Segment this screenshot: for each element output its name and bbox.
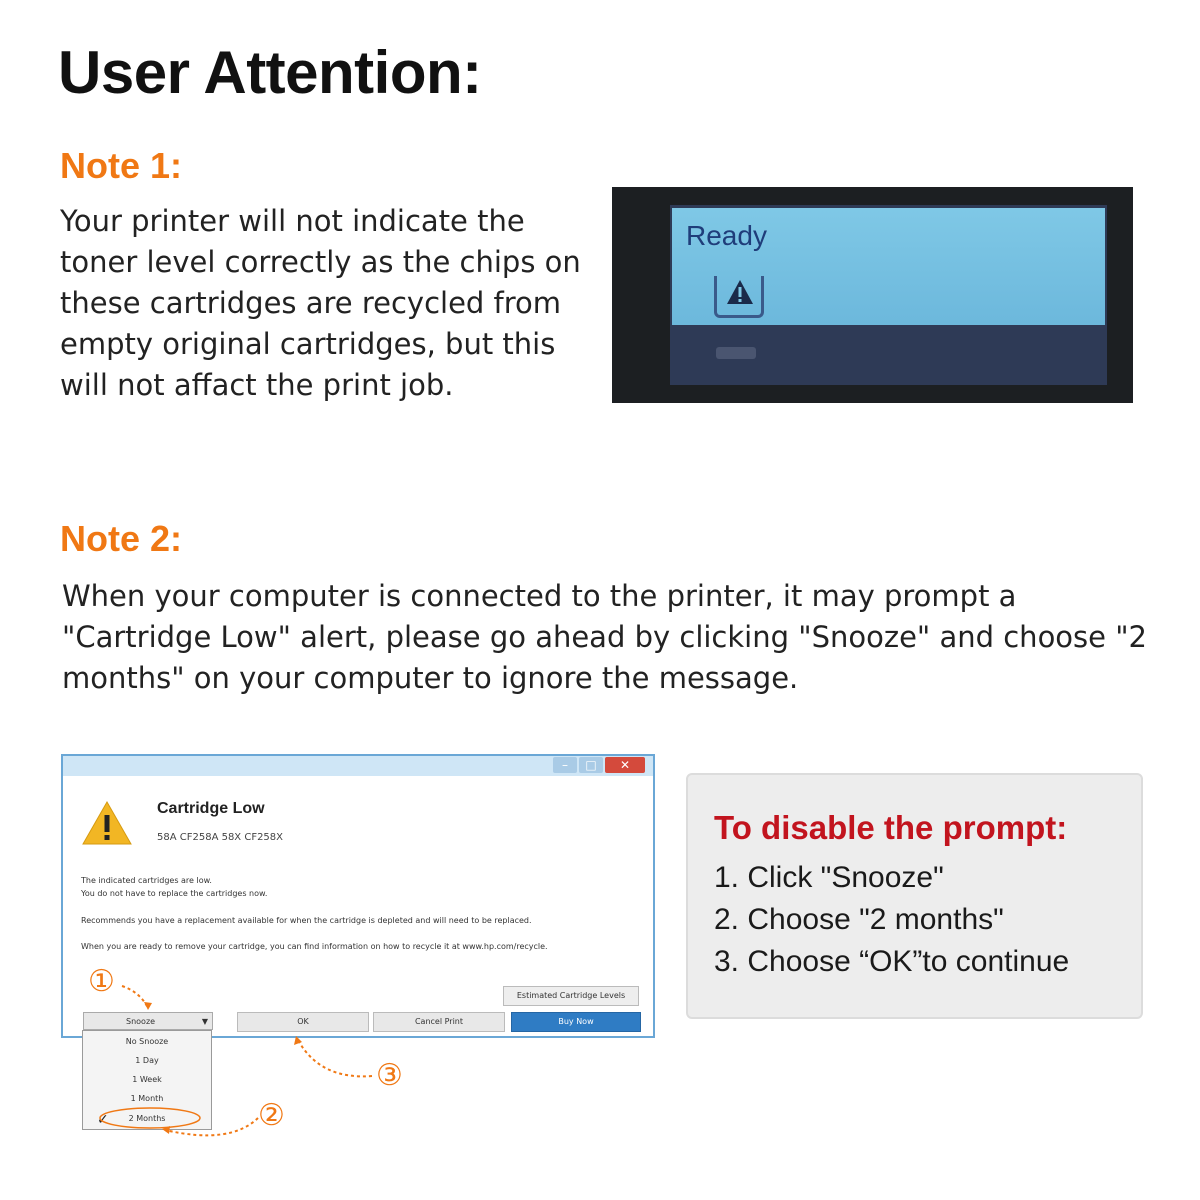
page-title: User Attention: bbox=[58, 39, 482, 106]
minimize-button[interactable]: – bbox=[553, 757, 577, 773]
callout-2: ② bbox=[258, 1098, 285, 1133]
dialog-text-line: The indicated cartridges are low. bbox=[81, 876, 212, 885]
dialog-text-line: When you are ready to remove your cartridge, you can find information on how to recycle it at www.hp.com/recycle. bbox=[81, 942, 548, 951]
prompt-step-2: 2. Choose "2 months" bbox=[714, 903, 1004, 936]
chevron-down-icon: ▼ bbox=[201, 1017, 208, 1026]
note2-body: When your computer is connected to the printer, it may prompt a "Cartridge Low" alert, please go ahead by clicking "Snooze" and choose "2 months" on your computer to ignore the message. bbox=[62, 579, 1148, 695]
callout-3: ③ bbox=[376, 1058, 403, 1093]
ok-button[interactable]: OK bbox=[237, 1012, 369, 1032]
note2-heading: Note 2: bbox=[60, 518, 183, 559]
dialog-text-line: You do not have to replace the cartridges now. bbox=[81, 889, 268, 898]
disable-prompt-instructions bbox=[686, 773, 1143, 1019]
checkmark-icon: ✓ bbox=[97, 1112, 109, 1128]
note1-heading: Note 1: bbox=[60, 145, 183, 186]
snooze-dropdown-label: Snooze bbox=[126, 1017, 156, 1026]
lcd-status-text: Ready bbox=[686, 220, 767, 251]
cancel-print-button[interactable]: Cancel Print bbox=[373, 1012, 505, 1032]
dialog-text-line: Recommends you have a replacement available for when the cartridge is depleted and will need to be replaced. bbox=[81, 916, 532, 925]
buy-now-button[interactable]: Buy Now bbox=[511, 1012, 641, 1032]
snooze-option-no-snooze[interactable]: No Snooze bbox=[125, 1037, 169, 1046]
prompt-step-3: 3. Choose “OK”to continue bbox=[714, 945, 1070, 978]
prompt-title: To disable the prompt: bbox=[714, 809, 1068, 846]
note1-body: Your printer will not indicate the toner level correctly as the chips on these cartridges are recycled from empty original cartridges, but this will not affact the print job. bbox=[60, 204, 581, 402]
snooze-option-1-day[interactable]: 1 Day bbox=[135, 1056, 159, 1065]
dialog-heading: Cartridge Low bbox=[157, 800, 265, 817]
prompt-step-1: 1. Click "Snooze" bbox=[714, 861, 944, 894]
callout-1: ① bbox=[88, 964, 115, 999]
estimated-cartridge-levels-button[interactable]: Estimated Cartridge Levels bbox=[503, 986, 639, 1006]
maximize-button[interactable]: □ bbox=[579, 757, 603, 773]
dialog-cartridge-models: 58A CF258A 58X CF258X bbox=[157, 832, 284, 843]
snooze-option-1-week[interactable]: 1 Week bbox=[132, 1075, 162, 1084]
snooze-option-2-months[interactable]: 2 Months bbox=[128, 1114, 166, 1123]
snooze-option-1-month[interactable]: 1 Month bbox=[130, 1094, 164, 1103]
close-button[interactable]: ✕ bbox=[605, 757, 645, 773]
